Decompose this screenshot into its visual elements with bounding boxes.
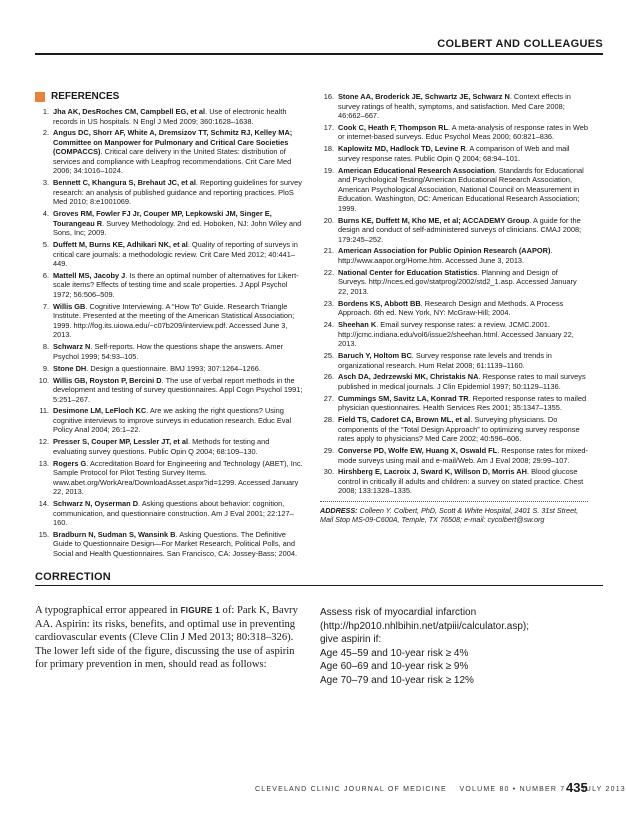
reference-authors: Burns KE, Duffett M, Kho ME, et al; ACCADEMY Group [338,215,530,225]
reference-citation: . Research Design and Methods. A Process Approach. 6th ed. New York, NY: McGraw-Hill; 2004. [338,298,564,318]
correction-text-post: of: Park K, Bavry AA. Aspirin: its risks, benefits, and optimal use in preventing cardiovascular events (Cleve Clin J Med 2013; 80:318–326). The lower left side of the figure, discussing the use of aspirin for primary prevention in men, should read as follows: [35,605,298,671]
reference-authors: Desimone LM, LeFloch KC [53,406,147,416]
reference-item [35,271,303,300]
reference-item [320,372,588,391]
reference-item [320,216,588,245]
reference-authors: Presser S, Couper MP, Lessler JT, et al [53,437,189,447]
reference-authors: National Center for Education Statistics [338,267,478,277]
references-heading [35,91,119,102]
reference-citation: . Asking questions about behavior: cognition, communication, and questionnaire construction. Am J Eval 2001; 22:127–160. [53,499,294,528]
reference-authors: Bradburn N, Sudman S, Wansink B [53,529,176,539]
reference-citation: . Methods for testing and evaluating survey questions. Public Opin Q 2004; 68:109–130. [53,437,270,456]
reference-item [320,415,588,444]
reference-citation: . A comparison of Web and mail survey response rates. Public Opin Q 2004; 68:94–101. [338,144,570,163]
reference-citation: . Survey Methodology. 2nd ed. Hoboken, NJ: John Wiley and Sons, Inc; 2009. [53,218,302,238]
reference-citation: . Cognitive Interviewing. A “How To” Guide. Research Triangle Institute. Presented at the meeting of the American Statistical Association; 1999. http://fog.its.uiowa.edu/~c07b209/interview.pdf. Accessed June 3, 2013. [53,301,295,340]
reference-number: 26. [323,372,334,382]
reference-item [35,437,303,456]
reference-authors: Stone DH [53,363,87,373]
reference-number: 14. [38,499,49,509]
reference-citation: . Is there an optimal number of alternatives for Likert-scale items? Effects of testing time and scale properties. J Appl Psychol 1972; 56:506–509. [53,270,299,299]
reference-citation: . Design a questionnaire. BMJ 1993; 307:1264–1266. [86,363,261,373]
reference-item [320,394,588,413]
figure-line: Age 45–59 and 10-year risk ≥ 4% [320,647,469,659]
reference-item [320,320,588,349]
references-right-column [320,92,588,524]
correction-title: CORRECTION [35,571,111,583]
reference-citation: . Asking Questions. The Definitive Guide to Questionnaire Design—For Market Research, Political Polls, and Social and Health Questionnaires. San Francisco, CA: Jossey-Bass; 2004. [53,529,298,558]
reference-citation: . Reporting guidelines for survey research: an analysis of published guidance and reporting practices. PloS Med 2010; 8:e1001069. [53,178,302,207]
reference-authors: Baruch Y, Holtom BC [338,351,412,361]
reference-authors: Field TS, Cadoret CA, Brown ML, et al [338,415,471,425]
reference-authors: Groves RM, Fowler FJ Jr, Couper MP, Lepkowski JM, Singer E, Tourangeau R [53,209,272,228]
reference-authors: Willis GB, Royston P, Bercini D [53,375,162,385]
reference-authors: Cook C, Heath F, Thompson RL [338,122,449,132]
reference-citation: . Quality of reporting of surveys in critical care journals: a methodologic review. Crit Care Med 2012; 40:441–449. [53,240,298,269]
reference-number: 27. [323,393,334,403]
reference-citation: . Are we asking the right questions? Using cognitive interviews to improve surveys in education research. Educ Eval Policy Anal 2004; 26:1–22. [53,406,292,435]
reference-item [35,128,303,176]
reference-item [35,178,303,207]
reference-number: 19. [323,165,334,175]
reference-authors: Stone AA, Broderick JE, Schwartz JE, Schwarz N [338,92,510,101]
reference-citation: . Critical care delivery in the United States: distribution of services and compliance with Leapfrog recommendations. Crit Care Med 2006; 34:1016–1024. [53,147,292,176]
reference-item [35,499,303,528]
reference-item [35,459,303,497]
reference-authors: Jha AK, DesRoches CM, Campbell EG, et al [53,107,206,116]
reference-citation: . Surveying physicians. Do components of the “Total Design Approach” to optimizing survey response rates apply to physicians? Med Care 2002; 40:596–606. [338,415,580,444]
page-footer: CLEVELAND CLINIC JOURNAL OF MEDICINE VOLUME 80 • NUMBER 7 JULY 2013 [255,786,626,793]
reference-number: 1. [42,107,49,116]
running-head: COLBERT AND COLLEAGUES [437,38,603,50]
figure-line: (http://hp2010.nhlbihin.net/atpiii/calculator.asp); [320,620,530,632]
reference-item [320,467,588,496]
reference-number: 2. [42,128,49,138]
reference-number: 25. [323,351,334,361]
reference-number: 29. [323,446,334,456]
reference-item [35,302,303,340]
reference-authors: Angus DC, Shorr AF, White A, Dremsizov TT, Schmitz RJ, Kelley MA; Committee on Manpower for Pulmonary and Critical Care Societies (COMPACCS) [53,128,293,157]
reference-number: 24. [323,320,334,330]
reference-number: 13. [38,458,49,468]
reference-citation: . Email survey response rates: a review. JCMC.2001. http://jcmc.indiana.edu/vol6/issue2/sheehan.html. Accessed January 22, 2013. [338,320,574,349]
reference-authors: Converse PD, Wolfe EW, Huang X, Oswald FL [338,446,498,456]
reference-number: 6. [42,270,49,280]
reference-item [320,144,588,163]
reference-number: 30. [323,467,334,477]
figure-reference: FIGURE 1 [180,606,220,615]
reference-number: 5. [42,240,49,250]
corrected-figure-text [320,606,600,688]
page-number: 435 [566,780,588,795]
reference-citation: . Response rates to mail surveys published in medical journals. J Clin Epidemiol 1997; 50:1129–1136. [338,372,586,391]
reference-number: 7. [42,301,49,311]
header-rule [35,53,603,55]
reference-item [35,240,303,269]
reference-number: 18. [323,144,334,154]
correction-rule [35,585,603,586]
reference-authors: Mattell MS, Jacoby J [53,270,126,280]
reference-authors: Schwarz N [53,342,91,352]
figure-line: give aspirin if: [320,634,382,646]
reference-number: 4. [42,209,49,219]
reference-authors: Willis GB [53,301,86,311]
reference-item [35,209,303,238]
reference-authors: Rogers G [53,458,87,468]
reference-item [320,446,588,465]
address-text: Colleen Y. Colbert, PhD, Scott & White Hospital, 2401 S. 31st Street, Mail Stop MS-09-C600A, Temple, TX 76508; e-mail: cycolbert@sw.org [320,505,579,524]
reference-number: 8. [42,342,49,352]
figure-line: Age 60–69 and 10-year risk ≥ 9% [320,661,469,673]
journal-name: CLEVELAND CLINIC JOURNAL OF MEDICINE [255,786,447,793]
reference-citation: . Context effects in survey ratings of health, symptoms, and satisfaction. Med Care 2008; 46:662–667. [338,92,571,120]
reference-item [320,123,588,142]
reference-citation: . Use of electronic health records in US hospitals. N Engl J Med 2009; 360:1628–1638. [53,107,287,126]
reference-citation: . Accreditation Board for Engineering and Technology (ABET), Inc. Sample Protocol for Pilot Testing Survey Items. www.abet.org/WorkArea/DownloadAsset.aspx?id=1299. Accessed January 22, 2013. [53,458,303,497]
reference-number: 28. [323,415,334,425]
reference-authors: Sheehan K [338,320,377,330]
reference-authors: Cummings SM, Savitz LA, Konrad TR [338,393,469,403]
address-label: ADDRESS: [320,505,358,515]
reference-number: 12. [38,437,49,447]
reference-citation: . http://www.aapor.org/Home.htm. Accessed June 3, 2013. [338,246,553,265]
reference-citation: . Reported response rates to mailed physician questionnaires. Health Services Res 2001; 35:1347–1355. [338,393,587,413]
references-left-column [35,107,303,561]
reference-item [320,351,588,370]
issue-number: NUMBER 7 [519,786,566,793]
reference-number: 21. [323,246,334,256]
reference-authors: Kaplowitz MD, Hadlock TD, Levine R [338,144,466,154]
reference-authors: Bennett C, Khangura S, Brehaut JC, et al [53,178,196,188]
reference-authors: Bordens KS, Abbott BB [338,298,421,308]
reference-authors: American Association for Public Opinion Research (AAPOR) [338,246,551,256]
reference-citation: . Self-reports. How the questions shape the answers. Amer Psychol 1999; 54:93–105. [53,342,284,361]
figure-line: Age 70–79 and 10-year risk ≥ 12% [320,674,474,686]
reference-number: 3. [42,178,49,188]
reference-number: 15. [38,529,49,539]
reference-item [320,92,588,121]
reference-item [35,406,303,435]
reference-item [35,107,303,126]
reference-citation: . Response rates for mixed-mode surveys using mail and e-mail/Web. Am J Eval 2008; 29:99–107. [338,446,588,465]
reference-citation: . Planning and Design of Surveys. http://nces.ed.gov/statprog/2002/std2_1.asp. Accessed January 22, 2013. [338,267,577,296]
reference-authors: American Educational Research Association [338,165,495,175]
section-marker-icon [35,92,45,102]
figure-line: Assess risk of myocardial infarction [320,607,477,618]
divider [320,501,588,502]
volume: VOLUME 80 [459,786,510,793]
reference-item [35,364,303,374]
reference-citation: . Survey response rate levels and trends in organizational research. Hum Relat 2008; 61:1139–1160. [338,351,552,370]
reference-number: 22. [323,267,334,277]
reference-number: 20. [323,215,334,225]
reference-citation: . Standards for Educational and Psychological Testing/American Educational Research Association, American Psychological Association, National Council on Measurement in Education. Washington, DC: American Educational Research Association; 1999. [338,165,584,213]
reference-authors: Duffett M, Burns KE, Adhikari NK, et al [53,240,188,250]
reference-citation: . A meta-analysis of response rates in Web or internet-based surveys. Educ Psychol Meas 2000; 60:821–836. [338,122,588,142]
reference-authors: Hirshberg E, Lacroix J, Sward K, Willson D, Morris AH [338,467,527,477]
reference-number: 17. [323,122,334,132]
reference-item [320,166,588,214]
correction-body [35,604,305,672]
reference-authors: Schwarz N, Oyserman D [53,499,139,509]
author-address [320,506,588,524]
reference-item [35,376,303,405]
reference-number: 11. [39,406,49,416]
reference-authors: Asch DA, Jedrzewski MK, Christakis NA [338,372,479,382]
reference-number: 9. [42,363,49,373]
correction-text-pre: A typographical error appeared in [35,605,181,616]
references-title: REFERENCES [51,91,120,102]
reference-number: 10. [38,375,49,385]
reference-citation: . The use of verbal report methods in the development and testing of survey questionnaires. Appl Cogn Psychol 1991; 5:251–267. [53,375,303,404]
reference-number: 16. [323,92,334,101]
reference-citation: . A guide for the design and conduct of self-administered surveys of clinicians. CMAJ 2008; 179:245–252. [338,215,582,244]
reference-item [35,530,303,559]
reference-item [320,299,588,318]
reference-citation: . Blood glucose control in critically ill adults and children: a survey on stated practice. Chest 2008; 133:1328–1335. [338,467,584,496]
reference-number: 23. [323,298,334,308]
reference-item [320,268,588,297]
issue-date: JULY 2013 [581,786,626,793]
reference-item [320,246,588,265]
reference-item [35,342,303,361]
